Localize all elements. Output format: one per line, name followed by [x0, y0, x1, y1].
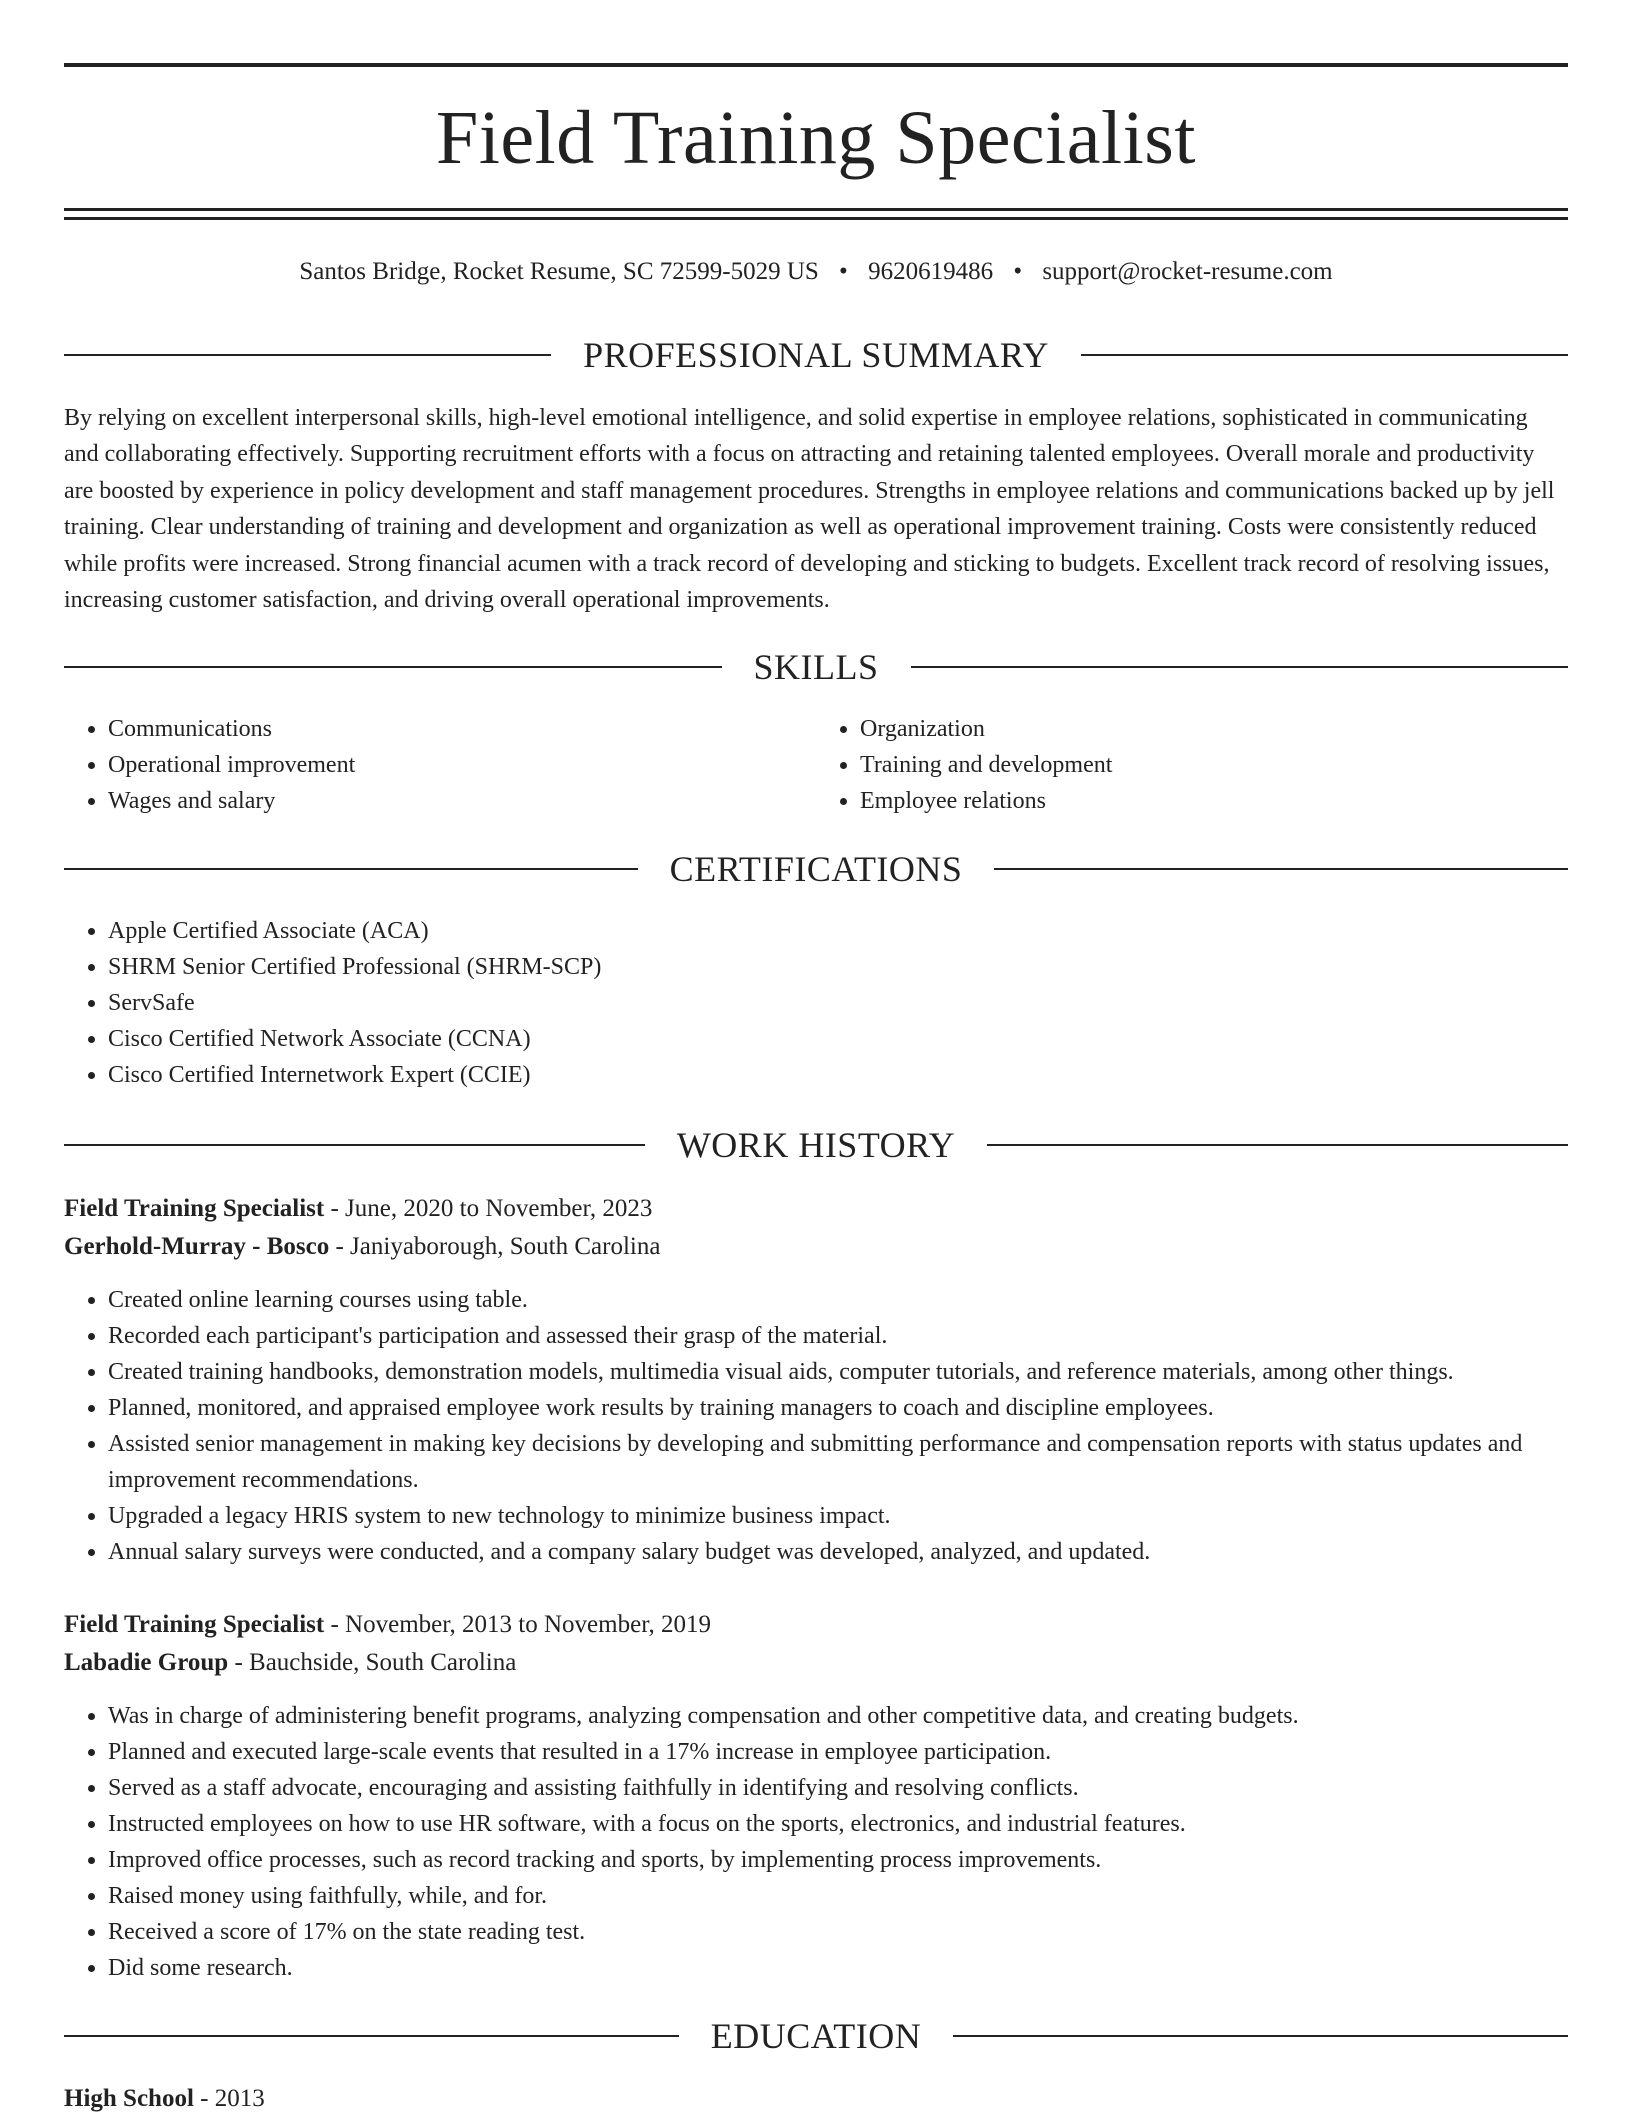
- skill-item: • Employee relations: [860, 783, 1568, 819]
- job-company-line: [64, 1228, 1568, 1266]
- skills-heading-label: SKILLS: [753, 647, 879, 687]
- job-bullet: • Was in charge of administering benefit programs, analyzing compensation and other competitive data, and creating budgets.: [108, 1698, 1568, 1734]
- contact-separator: •: [839, 258, 848, 285]
- education-heading: [64, 2014, 1568, 2058]
- contact-address: Santos Bridge, Rocket Resume, SC 72599-5029 US: [299, 258, 819, 285]
- job-dates: - November, 2013 to November, 2019: [324, 1611, 712, 1638]
- job-bullet: • Recorded each participant's participation and assessed their grasp of the material.: [108, 1318, 1568, 1354]
- contact-separator: •: [1013, 258, 1023, 285]
- job-location: - Bauchside, South Carolina: [228, 1649, 517, 1676]
- job-bullets: [64, 1282, 1568, 1570]
- job-bullet: • Assisted senior management in making key decisions by developing and submitting performance and compensation reports with status updates and improvement recommendations.: [108, 1426, 1568, 1498]
- job-bullet: • Did some research.: [108, 1950, 1568, 1986]
- skills-list-left: [64, 711, 816, 819]
- resume-title: Field Training Specialist: [436, 96, 1196, 180]
- job-bullet: • Annual salary surveys were conducted, and a company salary budget was developed, analyzed, and updated.: [108, 1534, 1568, 1570]
- education-degree: High School: [64, 2085, 194, 2112]
- job-company: Labadie Group: [64, 1649, 229, 1676]
- heading-rule-left: [64, 354, 551, 356]
- title-double-rule: [64, 208, 1568, 220]
- heading-rule-left: [64, 1144, 645, 1146]
- contact-phone: 9620619486: [868, 258, 994, 285]
- job-bullet: • Planned and executed large-scale events that resulted in a 17% increase in employee participation.: [108, 1734, 1568, 1770]
- education-heading-label: EDUCATION: [710, 2016, 922, 2056]
- skill-item: • Communications: [108, 711, 816, 747]
- job-entry: [64, 1606, 1568, 1986]
- skills-heading: [64, 645, 1568, 689]
- summary-heading-label: PROFESSIONAL SUMMARY: [583, 335, 1049, 375]
- top-rule: [64, 63, 1568, 67]
- skill-item: • Training and development: [860, 747, 1568, 783]
- heading-rule-right: [911, 666, 1569, 668]
- job-bullet: • Served as a staff advocate, encouraging and assisting faithfully in identifying and resolving conflicts.: [108, 1770, 1568, 1806]
- education-year: - 2013: [193, 2085, 265, 2112]
- job-bullet: • Created training handbooks, demonstration models, multimedia visual aids, computer tutorials, and reference materials, among other things.: [108, 1354, 1568, 1390]
- certifications-list: [64, 913, 1568, 1093]
- heading-rule-left: [64, 2035, 679, 2037]
- skill-item: • Organization: [860, 711, 1568, 747]
- job-company: Gerhold-Murray - Bosco: [64, 1233, 330, 1260]
- work-heading: [64, 1123, 1568, 1167]
- job-bullet: • Received a score of 17% on the state reading test.: [108, 1914, 1568, 1950]
- education-line: [64, 2080, 1568, 2118]
- certification-item: • ServSafe: [108, 985, 1568, 1021]
- job-bullet: • Planned, monitored, and appraised employee work results by training managers to coach and discipline employees.: [108, 1390, 1568, 1426]
- certifications-block: [64, 913, 1568, 1093]
- job-title-line: [64, 1606, 1568, 1644]
- heading-rule-right: [994, 868, 1568, 870]
- heading-rule-left: [64, 868, 638, 870]
- job-bullet: • Created online learning courses using table.: [108, 1282, 1568, 1318]
- job-dates: - June, 2020 to November, 2023: [324, 1195, 653, 1222]
- certification-item: • Apple Certified Associate (ACA): [108, 913, 1568, 949]
- skills-list-right: [816, 711, 1568, 819]
- heading-rule-left: [64, 666, 722, 668]
- job-title: Field Training Specialist: [64, 1611, 325, 1638]
- certifications-heading-label: CERTIFICATIONS: [669, 849, 963, 889]
- summary-text: By relying on excellent interpersonal skills, high-level emotional intelligence, and solid expertise in employee relations, sophisticated in communicating and collaborating effectively. Supporting recruitment efforts with a focus on attracting and retaining talented employees. Overall morale and productivity are boosted by experience in policy development and staff management procedures. Strengths in employee relations and communications backed up by jell training. Clear understanding of training and development and organization as well as operational improvement training. Costs were consistently reduced while profits were increased. Strong financial acumen with a track record of developing and sticking to budgets. Excellent track record of resolving issues, increasing customer satisfaction, and driving overall operational improvements.: [64, 405, 1555, 614]
- skills-columns: [64, 711, 1568, 819]
- job-entry: [64, 1190, 1568, 1570]
- work-heading-label: WORK HISTORY: [676, 1125, 956, 1165]
- summary-heading: [64, 333, 1568, 377]
- certifications-heading: [64, 847, 1568, 891]
- job-title: Field Training Specialist: [64, 1195, 325, 1222]
- heading-rule-right: [987, 1144, 1568, 1146]
- education-entry: [64, 2080, 1568, 2118]
- contact-email: support@rocket-resume.com: [1042, 258, 1333, 285]
- job-company-line: [64, 1644, 1568, 1682]
- skill-item: • Operational improvement: [108, 747, 816, 783]
- job-bullets: [64, 1698, 1568, 1986]
- heading-rule-right: [1081, 354, 1568, 356]
- contact-line: [64, 252, 1568, 292]
- job-title-line: [64, 1190, 1568, 1228]
- job-bullet: • Raised money using faithfully, while, and for.: [108, 1878, 1568, 1914]
- certification-item: • SHRM Senior Certified Professional (SHRM-SCP): [108, 949, 1568, 985]
- job-bullet: • Upgraded a legacy HRIS system to new technology to minimize business impact.: [108, 1498, 1568, 1534]
- job-location: - Janiyaborough, South Carolina: [329, 1233, 661, 1260]
- certification-item: • Cisco Certified Network Associate (CCNA): [108, 1021, 1568, 1057]
- certification-item: • Cisco Certified Internetwork Expert (CCIE): [108, 1057, 1568, 1093]
- heading-rule-right: [953, 2035, 1568, 2037]
- skill-item: • Wages and salary: [108, 783, 816, 819]
- job-bullet: • Improved office processes, such as record tracking and sports, by implementing process improvements.: [108, 1842, 1568, 1878]
- job-bullet: • Instructed employees on how to use HR software, with a focus on the sports, electronics, and industrial features.: [108, 1806, 1568, 1842]
